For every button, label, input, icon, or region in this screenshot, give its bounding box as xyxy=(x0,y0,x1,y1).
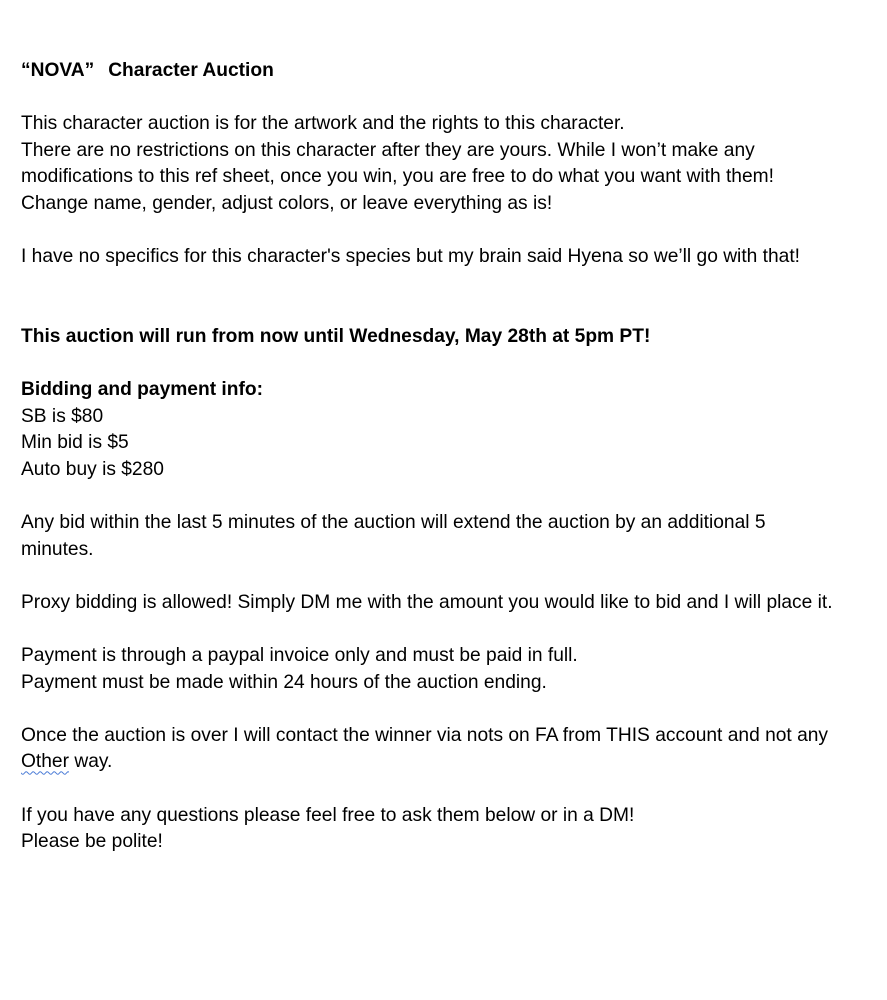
document-body xyxy=(21,58,881,856)
blank-line xyxy=(21,563,881,590)
blank-line xyxy=(21,484,881,511)
politeness-note: Please be polite! xyxy=(21,831,163,853)
title-subtitle: Character Auction xyxy=(108,60,274,81)
bid-extension-rule: Any bid within the last 5 minutes of the auction will extend the auction by an additional 5 minutes. xyxy=(21,512,766,560)
contact-line-1: Once the auction is over I will contact the winner via nots on FA from THIS account and not any xyxy=(21,724,829,746)
payment-deadline: Payment must be made within 24 hours of the auction ending. xyxy=(21,671,547,693)
document-title xyxy=(21,58,881,85)
blank-line xyxy=(21,616,881,643)
auction-schedule: This auction will run from now until Wednesday, May 28th at 5pm PT! xyxy=(21,325,651,347)
minimum-bid: Min bid is $5 xyxy=(21,432,129,454)
blank-line xyxy=(21,351,881,378)
contact-line-2 xyxy=(21,749,881,776)
blank-line xyxy=(21,271,881,298)
blank-line xyxy=(21,776,881,803)
contact-line-2-rest: way. xyxy=(69,751,113,773)
character-name: “NOVA” xyxy=(21,60,95,81)
blank-line xyxy=(21,85,881,112)
auto-buy: Auto buy is $280 xyxy=(21,458,164,480)
blank-line xyxy=(21,297,881,324)
starting-bid: SB is $80 xyxy=(21,405,104,427)
blank-line xyxy=(21,218,881,245)
questions-note: If you have any questions please feel free to ask them below or in a DM! xyxy=(21,804,635,826)
proxy-bidding-note: Proxy bidding is allowed! Simply DM me with the amount you would like to bid and I will place it. xyxy=(21,591,833,613)
payment-method: Payment is through a paypal invoice only and must be paid in full. xyxy=(21,645,578,667)
intro-line-1: This character auction is for the artwork and the rights to this character. xyxy=(21,113,625,135)
species-note: I have no specifics for this character's species but my brain said Hyena so we’ll go with that! xyxy=(21,246,800,268)
intro-line-2: There are no restrictions on this character after they are yours. While I won’t make any modifications to this ref sheet, once you win, you are free to do what you want with them! Change name, gender, adjust colors, or leave everything as is! xyxy=(21,139,774,214)
bidding-heading: Bidding and payment info: xyxy=(21,379,263,401)
blank-line xyxy=(21,696,881,723)
spellcheck-word[interactable]: Other xyxy=(21,751,69,773)
